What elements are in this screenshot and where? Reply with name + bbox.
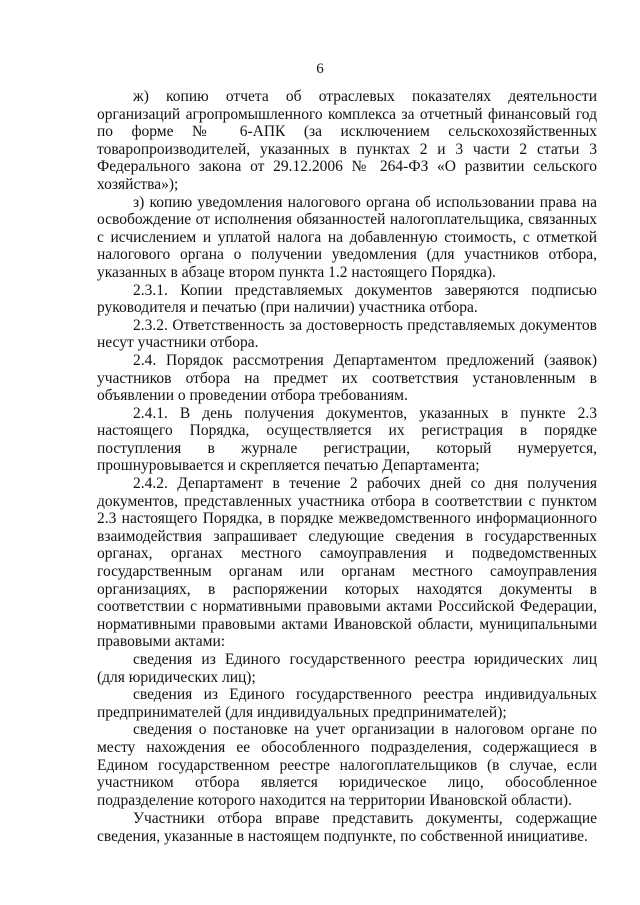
paragraph-2-3-1: 2.3.1. Копии представляемых документов заверяются подписью руководителя и печатью (при наличии) участника отбора.	[97, 281, 597, 317]
paragraph-item-z: з) копию уведомления налогового органа об использовании права на освобождение от исполнения обязанностей налогоплательщика, связанных с исчислением и уплатой налога на добавленную стоимость, с отметкой налогового органа о получении уведомления (для участников отбора, указанных в абзаце втором пункта 1.2 настоящего Порядка).	[97, 193, 597, 281]
paragraph-item-zh: ж) копию отчета об отраслевых показателях деятельности организаций агропромышленного комплекса за отчетный финансовый год по форме № 6-АПК (за исключением сельскохозяйственных товаропроизводителей, указанных в пунктах 2 и 3 части 2 статьи 3 Федерального закона от 29.12.2006 № 264-ФЗ «О развитии сельского хозяйства»);	[97, 88, 597, 193]
page-number: 6	[316, 61, 324, 77]
paragraph-own-initiative: Участники отбора вправе представить документы, содержащие сведения, указанные в настоящем подпункте, по собственной инициативе.	[97, 810, 597, 845]
paragraph-2-4-1: 2.4.1. В день получения документов, указанных в пункте 2.3 настоящего Порядка, осуществляется их регистрация в порядке поступления в журнале регистрации, который нумеруется, прошнуровывается и скрепляется печатью Департамента;	[97, 404, 597, 475]
paragraph-2-3-2: 2.3.2. Ответственность за достоверность представляемых документов несут участники отбора.	[97, 316, 597, 352]
paragraph-2-4-2: 2.4.2. Департамент в течение 2 рабочих дней со дня получения документов, представленных участника отбора в соответствии с пунктом 2.3 настоящего Порядка, в порядке межведомственного информационного взаимодействия запрашивает следующие сведения в государственных органах, органах местного самоуправления и подведомственных государственным органам или органам местного самоуправления организациях, в распоряжении которых находятся документы в соответствии с нормативными правовыми актами Российской Федерации, нормативными правовыми актами Ивановской области, муниципальными правовыми актами:	[97, 475, 597, 651]
paragraph-2-4: 2.4. Порядок рассмотрения Департаментом предложений (заявок) участников отбора на предмет их соответствия установленным в объявлении о проведении отбора требованиям.	[97, 351, 597, 405]
paragraph-egrip: сведения из Единого государственного реестра индивидуальных предпринимателей (для индивидуальных предпринимателей);	[97, 686, 597, 721]
paragraph-tax-registration: сведения о постановке на учет организации в налоговом органе по месту нахождения ее обособленного подразделения, содержащиеся в Едином государственном реестре налогоплательщиков (в случае, если участником отбора является юридическое лицо, обособленное подразделение которого находится на территории Ивановской области).	[97, 721, 597, 809]
paragraph-egrul: сведения из Единого государственного реестра юридических лиц (для юридических лиц);	[97, 651, 597, 686]
document-body	[97, 88, 597, 846]
